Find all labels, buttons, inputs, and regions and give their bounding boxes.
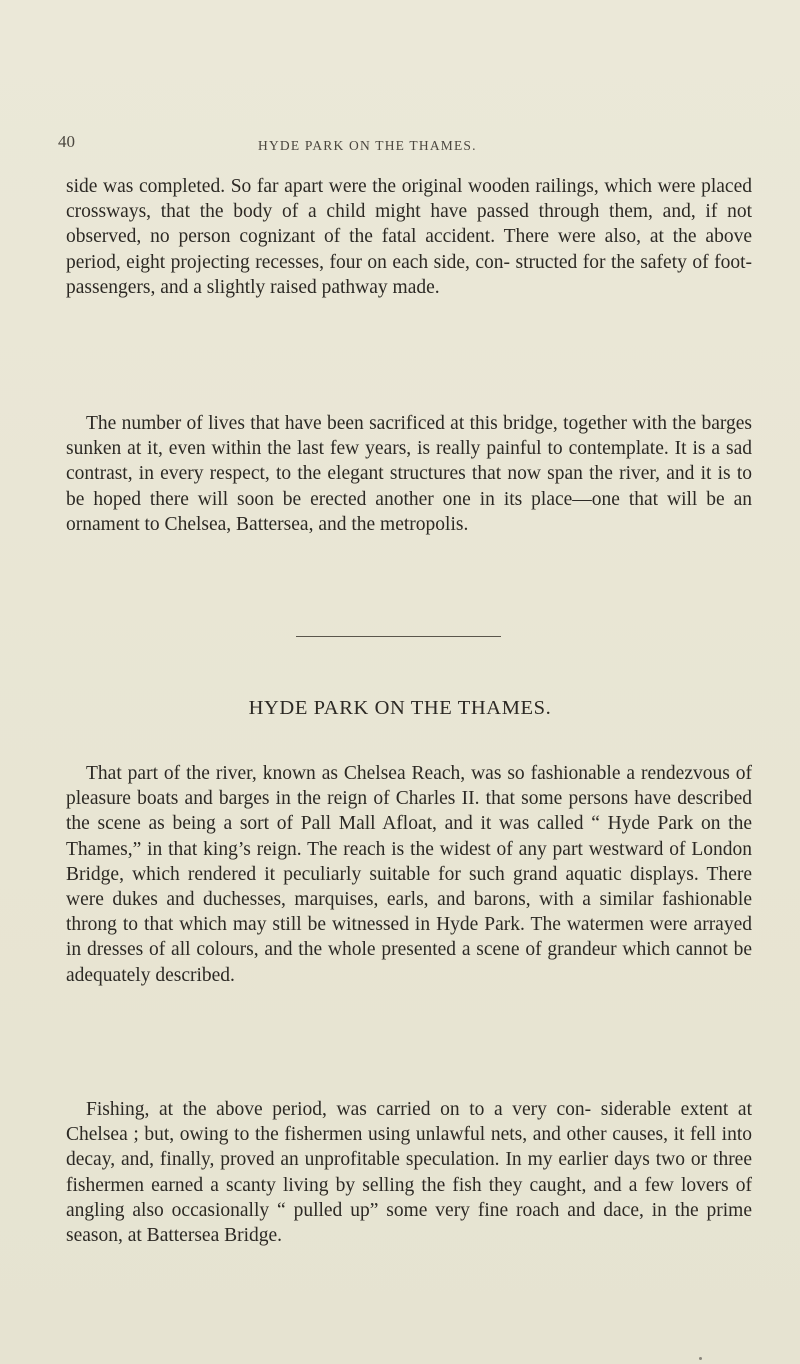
paragraph-bridge-railings: side was completed. So far apart were the original wooden railings, which were placed crossways, that the body of a child might have passed through them, and, if not observed, no person cognizant of the fatal accident. There were also, at the above period, eight projecting recesses, four on each side, con- structed for the safety of foot-passengers, and a slightly raised pathway made.: [66, 176, 752, 298]
section-divider: [296, 636, 501, 637]
paragraph-fishing: Fishing, at the above period, was carried on to a very con- siderable extent at Chelsea ; but, owing to the fishermen using unlawful nets, and other causes, it fell into decay, and, finally, proved an unprofitable speculation. In my earlier days two or three fishermen earned a scanty living by selling the fish they caught, and a few lovers of angling also occasionally “ pulled up” some very fine roach and dace, in the prime season, at Battersea Bridge.: [66, 1099, 752, 1247]
running-head: [0, 132, 800, 162]
running-title: HYDE PARK ON THE THAMES.: [258, 138, 477, 153]
paragraph-lives-sacrificed: The number of lives that have been sacrificed at this bridge, together with the barges sunken at it, even within the last few years, is really painful to contemplate. It is a sad contrast, in every respect, to the elegant structures that now span the river, and it is to be hoped there will soon be erected another one in its place—one that will be an ornament to Chelsea, Battersea, and the metropolis.: [66, 413, 752, 535]
paper-speck: [699, 1357, 702, 1360]
section-heading: HYDE PARK ON THE THAMES.: [248, 697, 552, 719]
page-number: 40: [58, 132, 75, 151]
paragraph-chelsea-reach: That part of the river, known as Chelsea Reach, was so fashionable a rendezvous of pleasure boats and barges in the reign of Charles II. that some persons have described the scene as being a sort of Pall Mall Afloat, and it was called “ Hyde Park on the Thames,” in that king’s reign. The reach is the widest of any part westward of London Bridge, which rendered it peculiarly suitable for such grand aquatic displays. There were dukes and duchesses, marquises, earls, and barons, with a similar fashionable throng to that which may still be witnessed in Hyde Park. The watermen were arrayed in dresses of all colours, and the whole presented a scene of grandeur which cannot be adequately described.: [66, 763, 752, 986]
